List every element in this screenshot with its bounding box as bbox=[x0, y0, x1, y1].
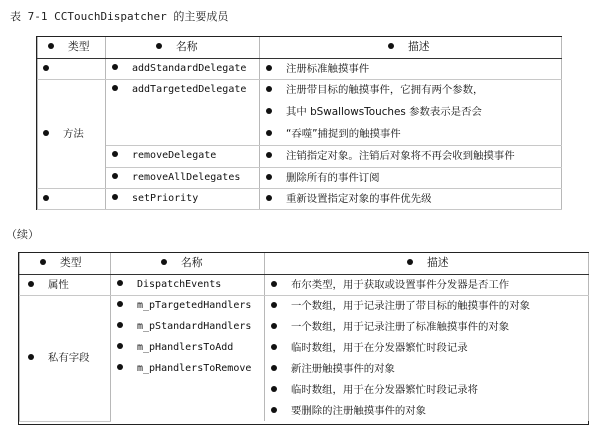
member-desc: 要删除的注册触摸事件的对象 bbox=[291, 404, 427, 417]
header-desc bbox=[265, 253, 589, 274]
bullet bbox=[271, 407, 277, 413]
type-cell bbox=[38, 58, 106, 79]
member-desc: 其中 bSwallowsTouches 参数表示是否会 bbox=[286, 106, 482, 118]
member-name: removeDelegate bbox=[132, 150, 217, 161]
bullet bbox=[271, 344, 277, 350]
type-cell-private bbox=[20, 295, 111, 421]
desc-cell bbox=[265, 337, 589, 358]
member-desc: 临时数组，用于在分发器繁忙时段记录 bbox=[291, 341, 468, 354]
desc-cell bbox=[260, 79, 562, 101]
name-cell bbox=[106, 167, 260, 188]
desc-cell bbox=[260, 145, 562, 167]
table-row bbox=[38, 123, 562, 145]
bullet bbox=[266, 86, 272, 92]
table-row bbox=[38, 145, 562, 167]
bullet bbox=[271, 302, 277, 308]
bullet bbox=[117, 280, 123, 286]
name-cell-empty bbox=[111, 379, 265, 400]
member-desc: 删除所有的事件订阅 bbox=[286, 171, 380, 184]
bullet bbox=[266, 130, 272, 136]
table-row bbox=[20, 295, 589, 316]
header-name bbox=[106, 37, 260, 58]
bullet bbox=[43, 65, 49, 71]
desc-cell bbox=[260, 101, 562, 123]
bullet bbox=[43, 195, 49, 201]
type-cell-method bbox=[38, 79, 106, 188]
member-name: m_pHandlersToAdd bbox=[137, 341, 234, 353]
bullet bbox=[117, 301, 123, 307]
table-row bbox=[38, 101, 562, 123]
type-label: 属性 bbox=[48, 278, 69, 291]
member-name: DispatchEvents bbox=[137, 278, 222, 290]
bullet bbox=[112, 64, 118, 70]
bullet bbox=[266, 65, 272, 71]
bullet bbox=[271, 386, 277, 392]
name-cell-empty bbox=[106, 101, 260, 123]
table-caption: 表 7-1 CCTouchDispatcher 的主要成员 bbox=[10, 10, 229, 23]
bullet bbox=[271, 281, 277, 287]
table-row bbox=[38, 188, 562, 209]
type-label: 私有字段 bbox=[48, 352, 90, 364]
bullet bbox=[43, 130, 49, 136]
member-desc: 一个数组，用于记录注册了标准触摸事件的对象 bbox=[291, 320, 510, 333]
desc-cell bbox=[265, 316, 589, 337]
bullet bbox=[48, 43, 54, 49]
desc-cell bbox=[265, 274, 589, 295]
table1-header-row bbox=[38, 37, 562, 58]
bullet bbox=[40, 259, 46, 265]
continued-label: （续） bbox=[6, 228, 39, 241]
desc-cell bbox=[265, 295, 589, 316]
header-desc-label: 描述 bbox=[427, 256, 449, 270]
header-name bbox=[111, 253, 265, 274]
bullet bbox=[117, 322, 123, 328]
bullet bbox=[407, 259, 413, 265]
name-cell bbox=[111, 295, 265, 316]
bullet bbox=[117, 364, 123, 370]
name-cell bbox=[106, 79, 260, 101]
desc-cell bbox=[260, 123, 562, 145]
bullet bbox=[156, 43, 162, 49]
bullet bbox=[271, 365, 277, 371]
member-name: m_pStandardHandlers bbox=[137, 320, 252, 332]
table-row bbox=[38, 58, 562, 79]
bullet bbox=[112, 173, 118, 179]
bullet bbox=[271, 323, 277, 329]
header-name-label: 名称 bbox=[181, 256, 203, 270]
member-desc: 临时数组，用于在分发器繁忙时段记录将 bbox=[291, 383, 479, 396]
member-name: removeAllDelegates bbox=[132, 171, 241, 183]
bullet bbox=[388, 43, 394, 49]
header-type bbox=[38, 37, 106, 58]
member-name: m_pTargetedHandlers bbox=[137, 299, 252, 311]
bullet bbox=[266, 108, 272, 114]
table-row bbox=[38, 167, 562, 188]
type-cell bbox=[38, 188, 106, 209]
member-desc: 一个数组，用于记录注册了带目标的触摸事件的对象 bbox=[291, 299, 530, 312]
bullet bbox=[28, 354, 34, 360]
members-table-2 bbox=[19, 253, 589, 422]
member-name: addTargetedDelegate bbox=[132, 84, 247, 96]
desc-cell bbox=[260, 167, 562, 188]
name-cell bbox=[106, 188, 260, 209]
header-type bbox=[20, 253, 111, 274]
member-desc: 注销指定对象。注销后对象将不再会收到触摸事件 bbox=[286, 150, 515, 162]
name-cell bbox=[111, 358, 265, 379]
bullet bbox=[117, 343, 123, 349]
bullet bbox=[112, 151, 118, 157]
header-desc bbox=[260, 37, 562, 58]
desc-cell bbox=[265, 358, 589, 379]
bullet bbox=[161, 259, 167, 265]
member-desc: 重新设置指定对象的事件优先级 bbox=[286, 192, 432, 205]
name-cell-empty bbox=[111, 400, 265, 421]
member-desc: 布尔类型，用于获取或设置事件分发器是否工作 bbox=[291, 278, 510, 291]
type-label: 方法 bbox=[63, 127, 84, 140]
bullet bbox=[266, 152, 272, 158]
member-desc: 新注册触摸事件的对象 bbox=[291, 362, 395, 375]
member-name: m_pHandlersToRemove bbox=[137, 362, 252, 374]
header-type-label: 类型 bbox=[60, 256, 82, 270]
member-desc: 注册标准触摸事件 bbox=[286, 62, 370, 75]
desc-cell bbox=[260, 58, 562, 79]
table-row bbox=[38, 79, 562, 101]
type-cell-attr bbox=[20, 274, 111, 295]
desc-cell bbox=[260, 188, 562, 209]
desc-cell bbox=[265, 400, 589, 421]
bullet bbox=[28, 281, 34, 287]
bullet bbox=[266, 195, 272, 201]
members-table-1 bbox=[37, 37, 562, 210]
header-desc-label: 描述 bbox=[408, 40, 430, 54]
name-cell bbox=[111, 316, 265, 337]
member-name: addStandardDelegate bbox=[132, 62, 247, 74]
name-cell bbox=[111, 274, 265, 295]
table2-header-row bbox=[20, 253, 589, 274]
bullet bbox=[112, 85, 118, 91]
table-row bbox=[20, 274, 589, 295]
member-desc: “吞噬”捕捉到的触摸事件 bbox=[286, 127, 401, 140]
header-type-label: 类型 bbox=[68, 40, 90, 54]
bullet bbox=[112, 194, 118, 200]
name-cell bbox=[111, 337, 265, 358]
desc-cell bbox=[265, 379, 589, 400]
member-desc: 注册带目标的触摸事件，它拥有两个参数， bbox=[286, 84, 484, 97]
name-cell-empty bbox=[106, 123, 260, 145]
bullet bbox=[266, 174, 272, 180]
header-name-label: 名称 bbox=[176, 40, 198, 54]
name-cell bbox=[106, 58, 260, 79]
member-name: setPriority bbox=[132, 192, 199, 204]
name-cell bbox=[106, 145, 260, 167]
